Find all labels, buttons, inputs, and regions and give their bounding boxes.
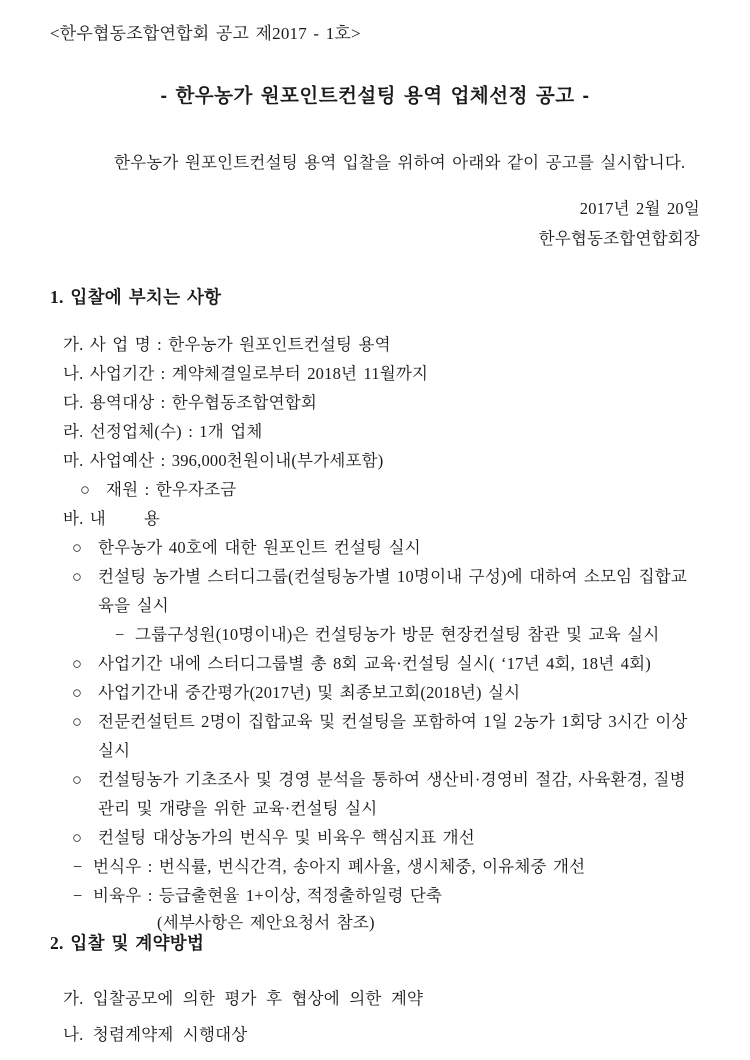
circle-bullet-icon: ○ — [80, 480, 91, 499]
notice-line — [50, 359, 700, 388]
intro-paragraph: 한우농가 원포인트컨설팅 용역 입찰을 위하여 아래와 같이 공고를 실시합니다. — [114, 153, 686, 172]
notice-line — [50, 504, 700, 533]
notice-line-text: 사업기간내 중간평가(2017년) 및 최종보고회(2018년) 실시 — [98, 683, 521, 702]
notice-line-text: 사업기간 내에 스터디그룹별 총 8회 교육·컨설팅 실시( ‘17년 4회, 18년 4회) — [98, 654, 651, 673]
doc-number: <한우협동조합연합회 공고 제2017 - 1호> — [50, 24, 361, 43]
notice-line-text: 컨설팅농가 기초조사 및 경영 분석을 통하여 생산비·경영비 절감, 사육환경, 질병관리 및 개량을 위한 교육·컨설팅 실시 — [98, 770, 686, 818]
circle-bullet-icon: ○ — [72, 828, 83, 847]
notice-line — [50, 852, 700, 881]
page-title: - 한우농가 원포인트컨설팅 용역 업체선정 공고 - — [160, 85, 590, 107]
dash-bullet-icon: − — [115, 625, 125, 644]
section-1-body — [50, 330, 700, 936]
circle-bullet-icon: ○ — [72, 538, 83, 557]
circle-bullet-icon: ○ — [72, 770, 83, 789]
circle-bullet-icon: ○ — [72, 683, 83, 702]
notice-line-text: 그룹구성원(10명이내)은 컨설팅농가 방문 현장컨설팅 참관 및 교육 실시 — [135, 625, 660, 644]
notice-line-text: (세부사항은 제안요청서 참조) — [157, 913, 375, 932]
notice-line — [50, 1020, 700, 1049]
circle-bullet-icon: ○ — [72, 654, 83, 673]
circle-bullet-icon: ○ — [72, 712, 83, 731]
notice-line — [50, 330, 700, 359]
notice-line-text: 전문컨설턴트 2명이 집합교육 및 컨설팅을 포함하여 1일 2농가 1회당 3시간 이상 실시 — [98, 712, 694, 760]
notice-line — [50, 533, 700, 562]
notice-line-text: 번식우 : 번식률, 번식간격, 송아지 폐사율, 생시체중, 이유체중 개선 — [93, 857, 586, 876]
signature-block — [50, 194, 700, 254]
notice-line-text: 라. 선정업체(수) : 1개 업체 — [63, 422, 263, 441]
notice-line-text: 가. 사 업 명 : 한우농가 원포인트컨설팅 용역 — [63, 335, 391, 354]
dash-bullet-icon: − — [73, 857, 83, 876]
section-2-body — [50, 984, 700, 1049]
notice-line — [50, 649, 700, 678]
notice-line-text: 나. 사업기간 : 계약체결일로부터 2018년 11월까지 — [63, 364, 429, 383]
notice-line — [50, 707, 700, 765]
circle-bullet-icon: ○ — [72, 567, 83, 586]
notice-line — [50, 823, 700, 852]
notice-line — [50, 388, 700, 417]
section-2-heading: 2. 입찰 및 계약방법 — [50, 933, 205, 953]
notice-line-text: 가. 입찰공모에 의한 평가 후 협상에 의한 계약 — [63, 989, 424, 1008]
notice-line — [50, 417, 700, 446]
notice-line — [50, 620, 700, 649]
notice-line — [50, 881, 700, 910]
dash-bullet-icon: − — [73, 886, 83, 905]
notice-line — [50, 446, 700, 475]
notice-line-text: 재원 : 한우자조금 — [106, 480, 237, 499]
notice-line-text: 한우농가 40호에 대한 원포인트 컨설팅 실시 — [98, 538, 421, 557]
notice-line — [50, 678, 700, 707]
notice-line-text: 비육우 : 등급출현율 1+이상, 적정출하일령 단축 — [93, 886, 443, 905]
notice-line-text: 마. 사업예산 : 396,000천원이내(부가세포함) — [63, 451, 384, 470]
notice-line-text: 나. 청렴계약제 시행대상 — [63, 1025, 248, 1044]
notice-line — [50, 562, 700, 620]
section-1-heading: 1. 입찰에 부치는 사항 — [50, 287, 222, 307]
notice-line-text: 바. 내 용 — [63, 509, 161, 528]
notice-line-text: 컨설팅 대상농가의 번식우 및 비육우 핵심지표 개선 — [98, 828, 475, 847]
announcement-date: 2017년 2월 20일 — [579, 199, 700, 218]
notice-line-text: 다. 용역대상 : 한우협동조합연합회 — [63, 393, 318, 412]
issuer-name: 한우협동조합연합회장 — [538, 229, 700, 248]
notice-line — [50, 475, 700, 504]
notice-line-text: 컨설팅 농가별 스터디그룹(컨설팅농가별 10명이내 구성)에 대하여 소모임 집합교육을 실시 — [98, 567, 688, 615]
notice-line — [50, 765, 700, 823]
notice-line — [50, 984, 700, 1013]
